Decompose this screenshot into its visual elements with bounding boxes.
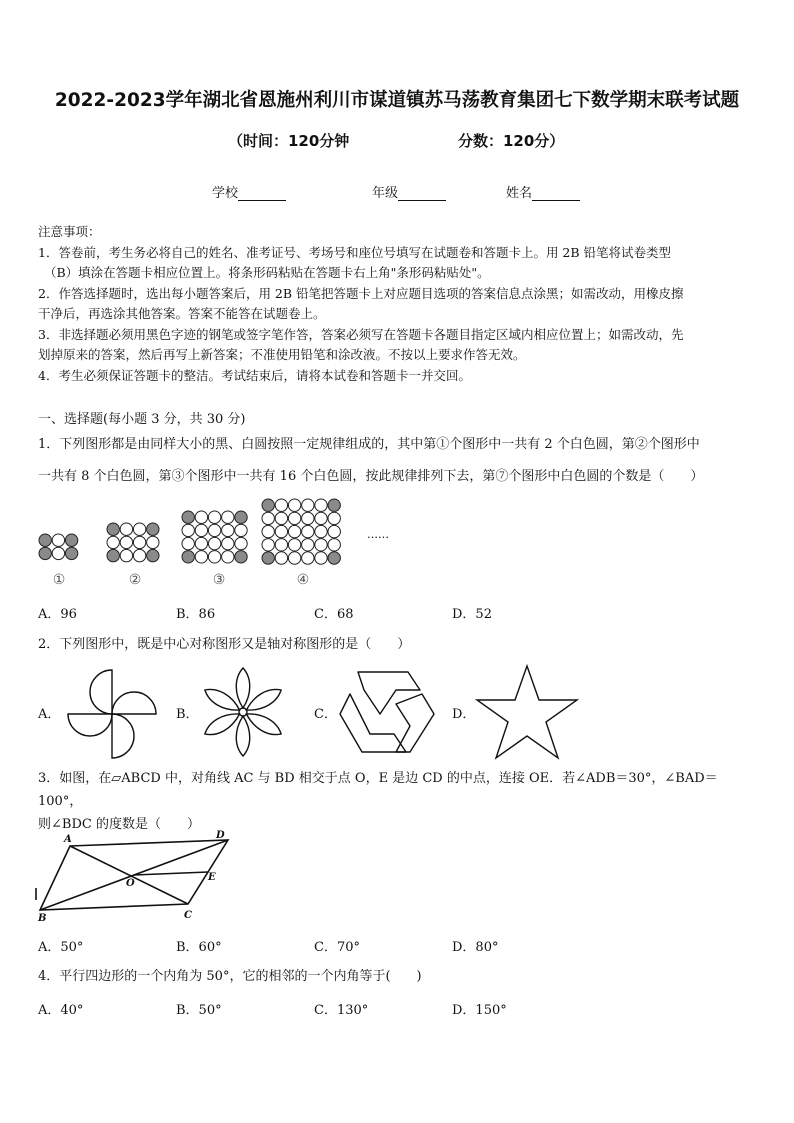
notice-line: 划掉原来的答案，然后再写上新答案；不准使用铅笔和涂改液。不按以上要求作答无效。 [38, 347, 526, 362]
q2-option-c[interactable]: C． [314, 707, 337, 722]
q4-option-a[interactable]: A．40° [38, 1003, 84, 1018]
q2-option-b[interactable]: B． [176, 707, 199, 722]
white-circle [302, 499, 314, 511]
ellipsis: …… [367, 528, 389, 541]
white-circle [315, 512, 327, 524]
white-circle [328, 512, 340, 524]
q1-option-c[interactable]: C．68 [314, 607, 354, 622]
q1-option-a[interactable]: A．96 [38, 607, 77, 622]
q3-option-a[interactable]: A．50° [38, 940, 84, 955]
white-circle [208, 511, 220, 523]
q3-option-b[interactable]: B．60° [176, 940, 222, 955]
white-circle [288, 499, 300, 511]
white-circle [222, 537, 234, 549]
notice-line: （B）填涂在答题卡相应位置上。将条形码粘贴在答题卡右上角"条形码粘贴处"。 [44, 265, 490, 280]
pinwheel-figure [64, 666, 160, 762]
white-circle [195, 524, 207, 536]
recycle-hexagon-figure [336, 664, 436, 760]
white-circle [315, 552, 327, 564]
white-circle [275, 525, 287, 537]
question-3-line: 则∠BDC 的度数是（ ） [38, 817, 200, 832]
q1-option-d[interactable]: D．52 [452, 607, 492, 622]
point-label-o: O [126, 878, 135, 889]
white-circle [275, 552, 287, 564]
question-1-figure [30, 490, 410, 592]
white-circle [120, 536, 132, 548]
parallelogram-figure [32, 826, 238, 924]
black-circle [328, 499, 340, 511]
white-circle [235, 537, 247, 549]
figure-label-2: ② [128, 572, 142, 588]
exam-title: 2022-2023学年湖北省恩施州利川市谋道镇苏马荡教育集团七下数学期末联考试题 [54, 90, 740, 111]
q4-option-c[interactable]: C．130° [314, 1003, 369, 1018]
q2-option-d[interactable]: D． [452, 707, 476, 722]
white-circle [235, 524, 247, 536]
black-circle [328, 552, 340, 564]
white-circle [288, 539, 300, 551]
white-circle [302, 525, 314, 537]
white-circle [133, 536, 145, 548]
black-circle [65, 547, 77, 559]
star-figure [474, 662, 580, 762]
white-circle [262, 525, 274, 537]
white-circle [288, 525, 300, 537]
white-circle [208, 537, 220, 549]
white-circle [288, 552, 300, 564]
figure-label-4: ④ [296, 572, 310, 588]
white-circle [262, 539, 274, 551]
grade-blank [398, 187, 446, 201]
white-circle [222, 511, 234, 523]
figure-label-3: ③ [212, 572, 226, 588]
white-circle [302, 552, 314, 564]
grade-field [372, 182, 446, 201]
name-blank [532, 187, 580, 201]
white-circle [275, 512, 287, 524]
question-4-stem: 4．平行四边形的一个内角为 50°，它的相邻的一个内角等于( ) [38, 969, 422, 984]
white-circle [195, 511, 207, 523]
q3-option-c[interactable]: C．70° [314, 940, 360, 955]
white-circle [107, 536, 119, 548]
white-circle [133, 549, 145, 561]
black-circle [235, 511, 247, 523]
grade-label: 年级 [372, 186, 399, 201]
white-circle [133, 523, 145, 535]
white-circle [315, 499, 327, 511]
black-circle [147, 549, 159, 561]
point-label-a: A [64, 834, 72, 845]
point-label-c: C [184, 910, 192, 921]
white-circle [222, 551, 234, 563]
black-circle [107, 523, 119, 535]
notice-line: 2．作答选择题时，选出每小题答案后，用 2B 铅笔把答题卡上对应题目选项的答案信息点涂黑；如需改动，用橡皮擦 [38, 285, 684, 301]
point-label-e: E [208, 872, 216, 883]
white-circle [315, 525, 327, 537]
white-circle [302, 512, 314, 524]
school-label: 学校 [212, 186, 239, 201]
white-circle [195, 551, 207, 563]
q2-option-a[interactable]: A． [38, 707, 61, 722]
notice-block [38, 222, 758, 386]
white-circle [328, 525, 340, 537]
school-field [212, 182, 286, 201]
white-circle [182, 524, 194, 536]
black-circle [65, 534, 77, 546]
name-label: 姓名 [506, 186, 533, 201]
question-1-line: 一共有 8 个白色圆，第③个图形中一共有 16 个白色圆，按此规律排列下去，第⑦个图形中白色圆的个数是（ ） [38, 469, 704, 484]
black-circle [39, 547, 51, 559]
question-1-stem [38, 433, 760, 488]
white-circle [328, 539, 340, 551]
black-circle [262, 552, 274, 564]
school-blank [238, 187, 286, 201]
black-circle [107, 549, 119, 561]
white-circle [182, 537, 194, 549]
white-circle [208, 551, 220, 563]
q1-option-b[interactable]: B．86 [176, 607, 216, 622]
q3-option-d[interactable]: D．80° [452, 940, 499, 955]
figure-label-1: ① [52, 572, 66, 588]
white-circle [288, 512, 300, 524]
black-circle [147, 523, 159, 535]
black-circle [182, 511, 194, 523]
notice-line: 干净后，再选涂其他答案。答案不能答在试题卷上。 [38, 306, 326, 321]
black-circle [262, 499, 274, 511]
circle-patterns [39, 499, 340, 564]
section-heading: 一、选择题(每小题 3 分，共 30 分) [38, 412, 246, 427]
white-circle [262, 512, 274, 524]
notice-line: 4．考生必须保证答题卡的整洁。考试结束后，请将本试卷和答题卡一并交回。 [38, 367, 471, 383]
white-circle [315, 539, 327, 551]
white-circle [275, 499, 287, 511]
point-label-d: D [216, 830, 225, 841]
notice-line: 3．非选择题必须用黑色字迹的钢笔或签字笔作答，答案必须写在答题卡各题目指定区域内相应位置上；如需改动，先 [38, 326, 684, 342]
exam-score: 分数：120分） [458, 132, 565, 150]
question-2-stem: 2．下列图形中，既是中心对称图形又是轴对称图形的是（ ） [38, 637, 411, 652]
white-circle [302, 539, 314, 551]
white-circle [275, 539, 287, 551]
notice-heading: 注意事项： [38, 224, 101, 239]
white-circle [222, 524, 234, 536]
white-circle [147, 536, 159, 548]
black-circle [235, 551, 247, 563]
point-label-b: B [38, 913, 47, 924]
white-circle [120, 549, 132, 561]
white-circle [195, 537, 207, 549]
white-circle [52, 547, 64, 559]
white-circle [208, 524, 220, 536]
name-field [506, 182, 580, 201]
question-3-line: 3．如图，在▱ABCD 中，对角线 AC 与 BD 相交于点 O，E 是边 CD 的中点，连接 OE．若∠ADB＝30°，∠BAD＝100°， [38, 771, 718, 809]
white-circle [52, 534, 64, 546]
q4-option-d[interactable]: D．150° [452, 1003, 507, 1018]
question-1-line: 1．下列图形都是由同样大小的黑、白圆按照一定规律组成的，其中第①个图形中一共有 2 个白色圆，第②个图形中 [38, 437, 700, 452]
q4-option-b[interactable]: B．50° [176, 1003, 222, 1018]
flower-figure [198, 664, 288, 760]
black-circle [182, 551, 194, 563]
white-circle [120, 523, 132, 535]
exam-time: （时间：120分钟 [228, 132, 350, 150]
black-circle [39, 534, 51, 546]
notice-line: 1．答卷前，考生务必将自己的姓名、准考证号、考场号和座位号填写在试题卷和答题卡上。用 2B 铅笔将试卷类型 [38, 244, 672, 260]
